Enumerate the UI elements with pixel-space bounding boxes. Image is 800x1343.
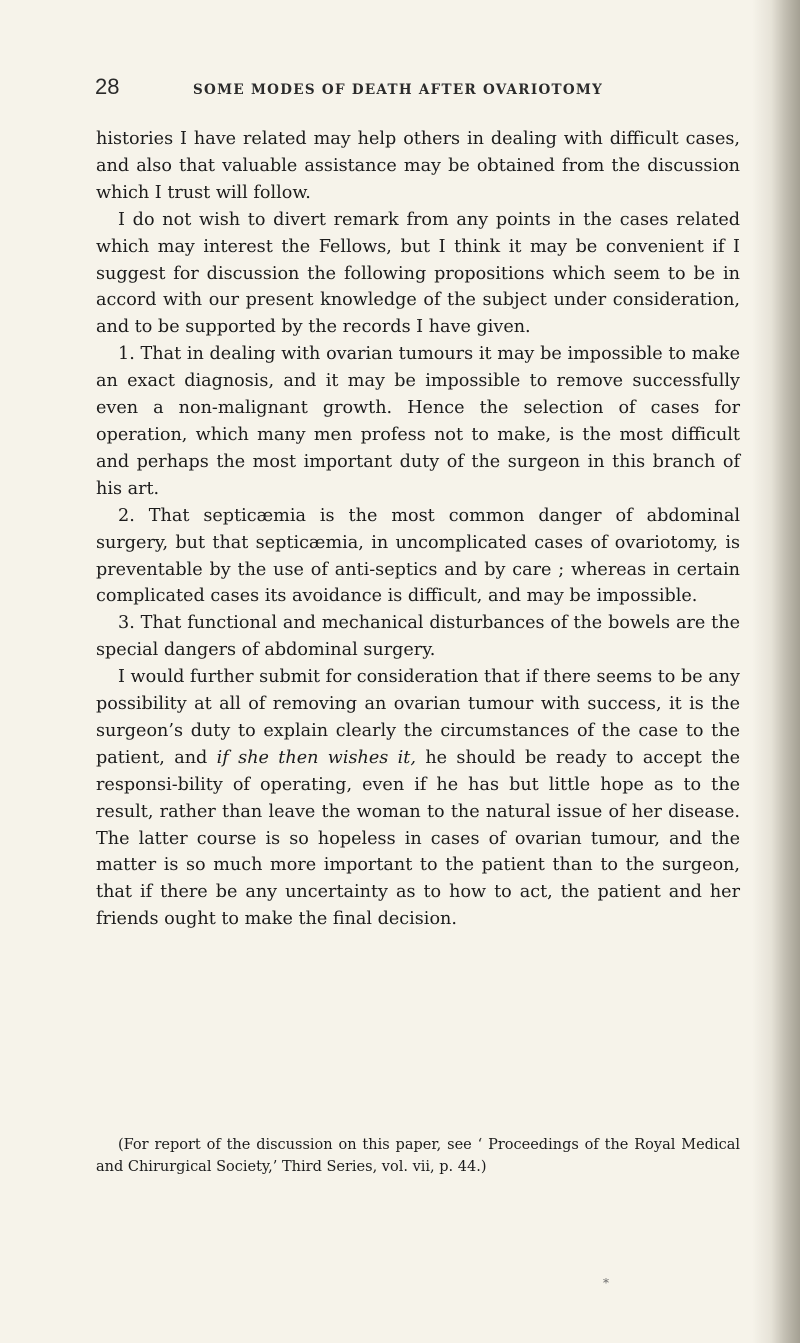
body-text xyxy=(96,126,740,933)
conclusion-italic-phrase: if she then wishes it, xyxy=(216,747,416,768)
paragraph-continuation: histories I have related may help others in dealing with difficult cases, and also that valuable assistance may be obtained from the discussion which I trust will follow. xyxy=(96,129,740,203)
conclusion-text-end: he should be ready to accept the responsi-bility of operating, even if he has but little hope as to the result, rather than leave the woman to the natural issue of her disease. The latter course is so hopeless in cases of ovarian tumour, and the matter is so much more important to the patient than to the surgeon, that if there be any uncertainty as to how to act, the patient and her friends ought to make the final decision. xyxy=(96,747,741,930)
running-title: SOME MODES OF DEATH AFTER OVARIOTOMY xyxy=(193,82,604,98)
proposition-2: 2. That septicæmia is the most common danger of abdominal surgery, but that septicæmia, in uncomplicated cases of ovariotomy, is preventable by the use of anti-septics and by care ; whereas in certain complicated cases its avoidance is difficult, and may be impossible. xyxy=(96,505,740,607)
paragraph-propositions-intro: I do not wish to divert remark from any points in the cases related which may interest the Fellows, but I think it may be convenient if I suggest for discussion the following propositions which seem to be in accord with our present knowledge of the subject under consideration, and to be supported by the records I have given. xyxy=(96,209,740,338)
proposition-3: 3. That functional and mechanical disturbances of the bowels are the special dangers of abdominal surgery. xyxy=(96,613,740,661)
conclusion-text-start: I would further submit for consideration that if there seems to be any possibility at all of removing an ovarian tumour with success, it is the surgeon’s duty to explain clearly the circumstances of the case to the patient, and xyxy=(96,667,740,768)
proposition-1: 1. That in dealing with ovarian tumours it may be impossible to make an exact diagnosis, and it may be impossible to remove successfully even a non-malignant growth. Hence the selection of cases for operation, which many men profess not to make, is the most difficult and perhaps the most important duty of the surgeon in this branch of his art. xyxy=(96,344,740,499)
page-header xyxy=(95,74,735,104)
page-number: 28 xyxy=(95,74,120,99)
page-edge-shadow xyxy=(752,0,800,1343)
page-mark: * xyxy=(603,1276,609,1290)
footnote: (For report of the discussion on this paper, see ‘ Proceedings of the Royal Medical and Chirurgical Society,’ Third Series, vol. vii, p. 44.) xyxy=(96,1137,740,1175)
paragraph-conclusion xyxy=(96,664,740,933)
